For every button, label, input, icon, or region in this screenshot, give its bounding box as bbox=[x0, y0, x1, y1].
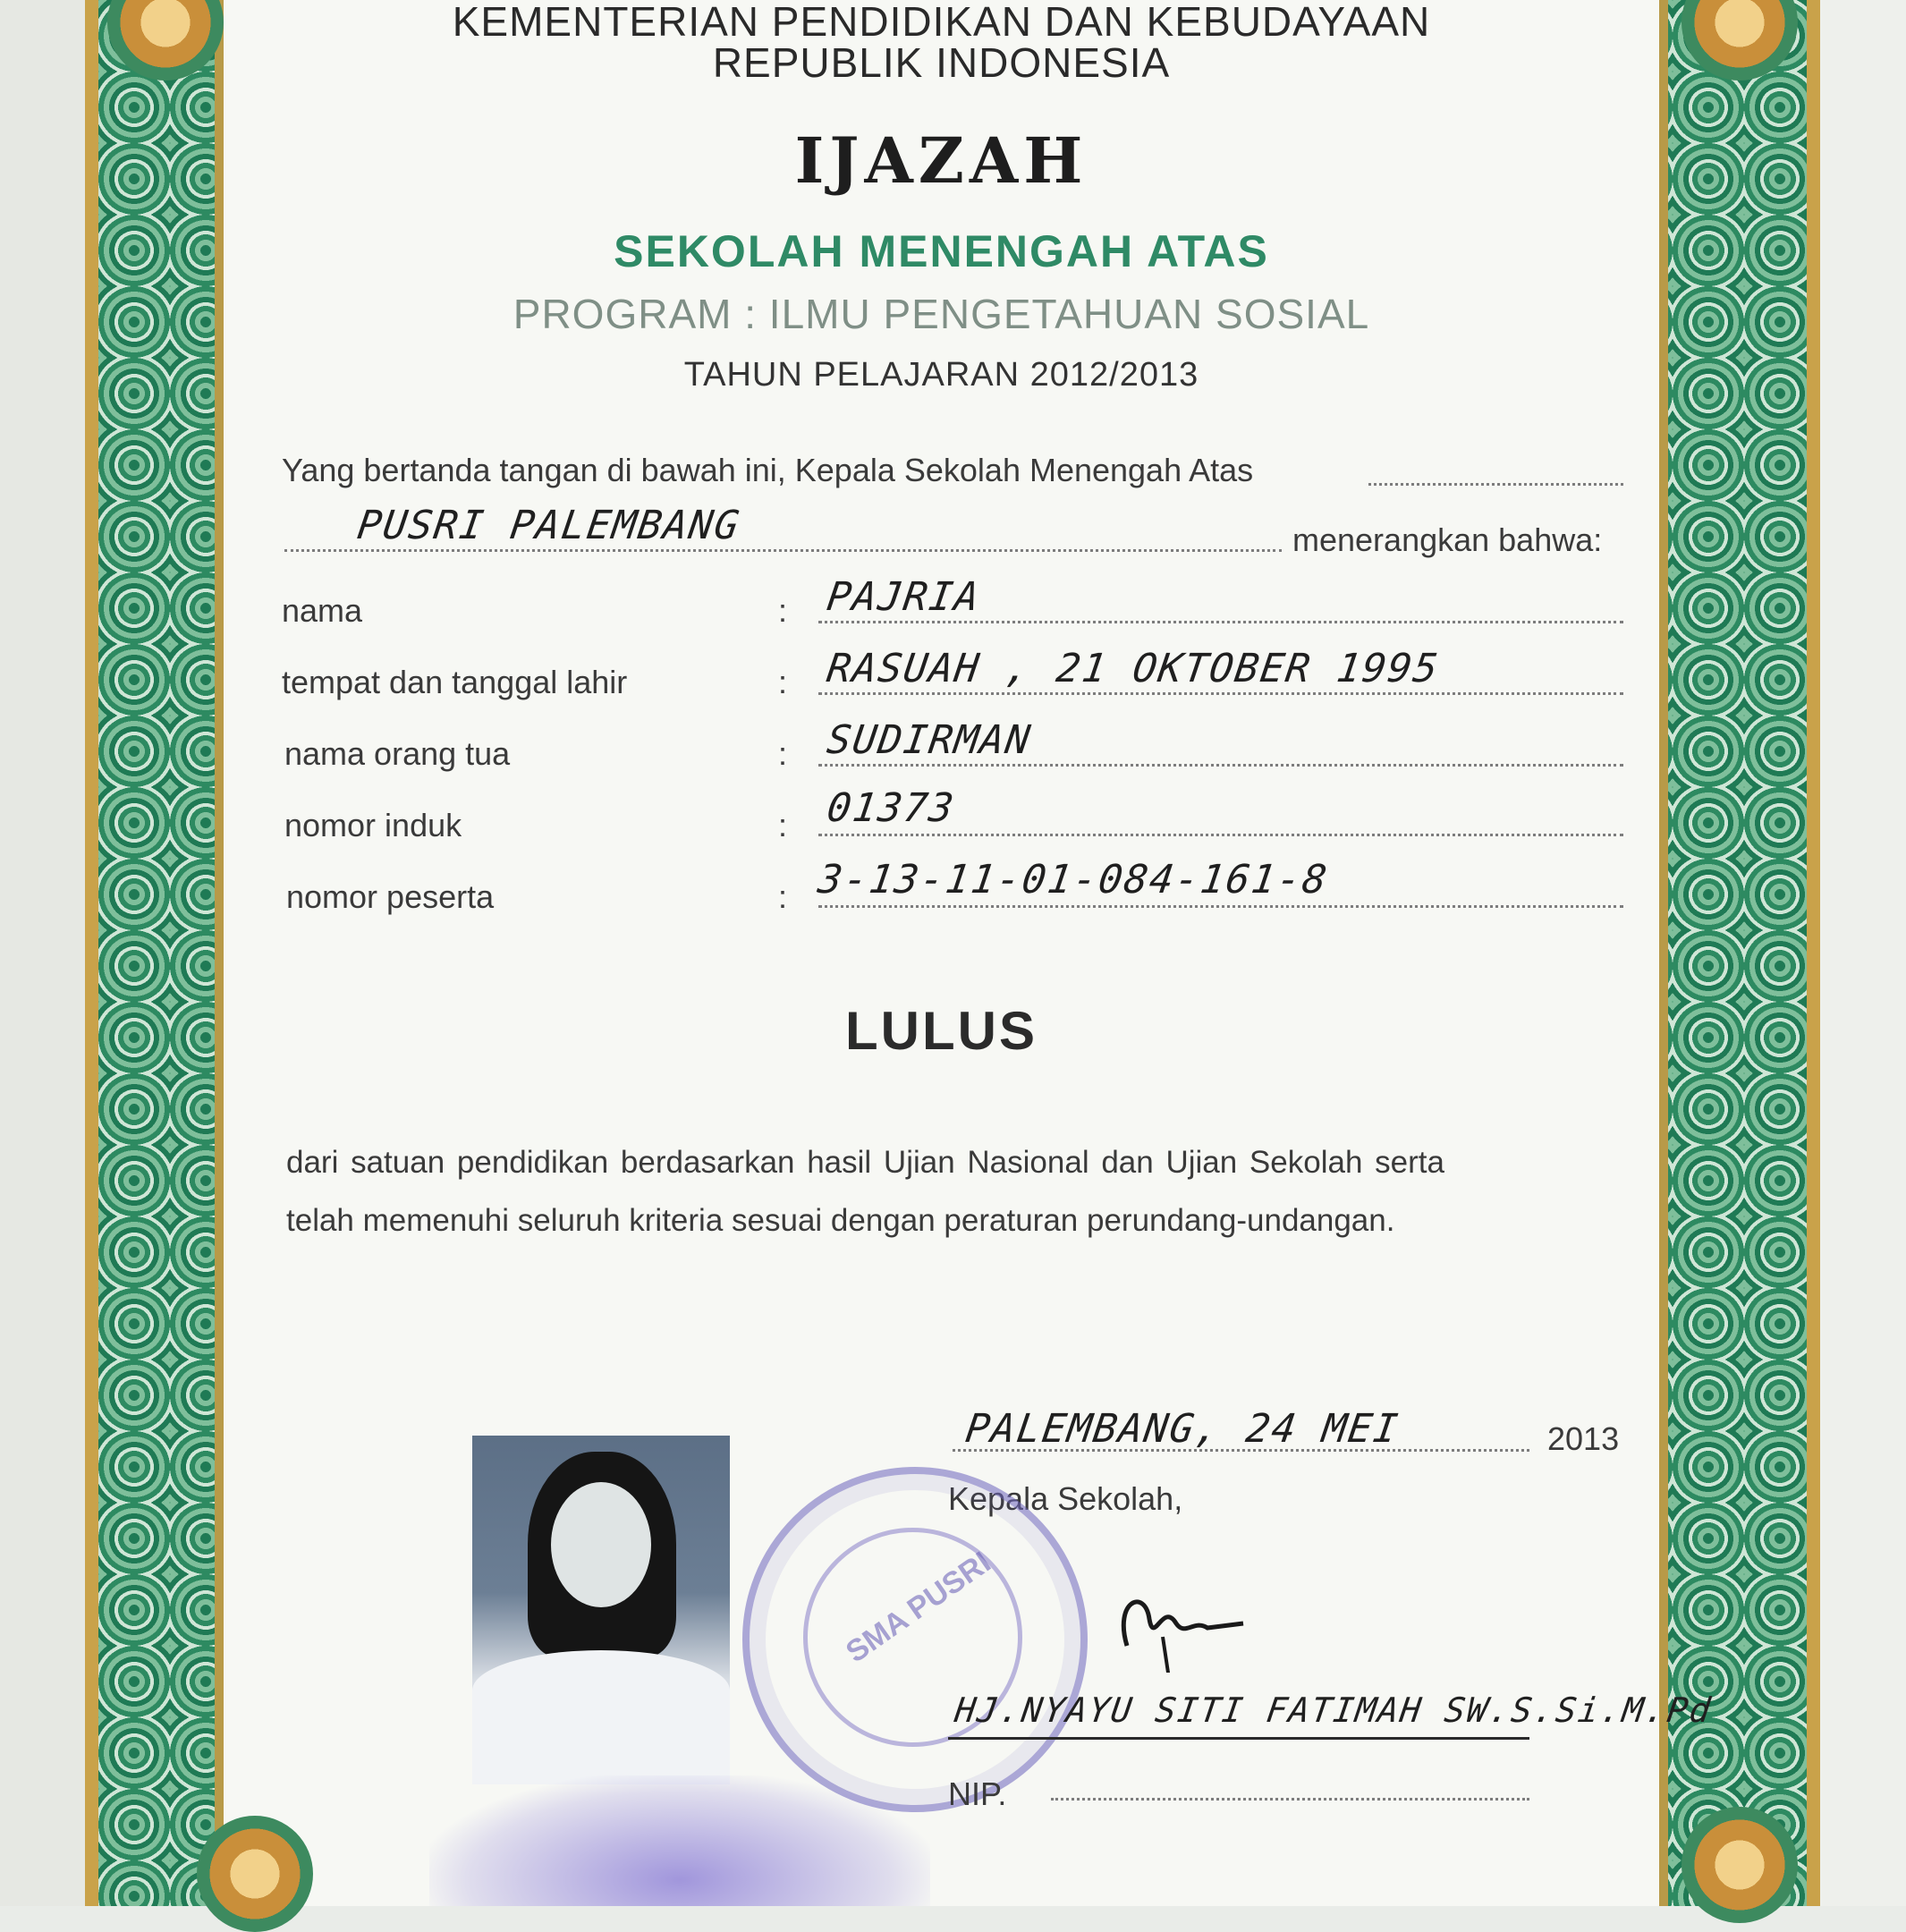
dotted-line bbox=[818, 692, 1623, 695]
result-status: LULUS bbox=[845, 1001, 1038, 1061]
nip-label: NIP. bbox=[948, 1775, 1007, 1812]
field-label-participant-no: nomor peserta bbox=[286, 878, 495, 915]
field-value-student-id: 01373 bbox=[824, 785, 959, 831]
dotted-line bbox=[818, 764, 1623, 767]
place-date-handwritten: PALEMBANG, 24 MEI bbox=[962, 1406, 1402, 1452]
dotted-line bbox=[818, 834, 1623, 836]
dotted-line bbox=[1368, 483, 1623, 486]
field-value-birth: RASUAH , 21 OKTOBER 1995 bbox=[824, 646, 1443, 691]
academic-year: TAHUN PELAJARAN 2012/2013 bbox=[683, 356, 1199, 394]
school-name-handwritten: PUSRI PALEMBANG bbox=[354, 503, 743, 548]
fingerprint-mark bbox=[429, 1775, 930, 1906]
field-label-birth: tempat dan tanggal lahir bbox=[282, 664, 628, 700]
stamp-text: SMA PUSRI bbox=[840, 1545, 997, 1670]
field-label-parent: nama orang tua bbox=[284, 735, 511, 772]
left-margin bbox=[0, 0, 85, 1906]
statement-intro: Yang bertanda tangan di bawah ini, Kepala Sekolah Menengah Atas bbox=[282, 452, 1254, 488]
student-photo bbox=[472, 1436, 730, 1784]
photo-body bbox=[472, 1650, 730, 1784]
principal-name-handwritten: HJ.NYAYU SITI FATIMAH SW.S.Si.M.Pd bbox=[952, 1690, 1715, 1730]
signature-mark bbox=[1109, 1583, 1270, 1673]
corner-ornament-bottom-left bbox=[197, 1816, 313, 1932]
field-value-participant-no: 3-13-11-01-084-161-8 bbox=[815, 857, 1332, 902]
field-value-parent: SUDIRMAN bbox=[824, 717, 1035, 763]
field-colon: : bbox=[778, 807, 788, 843]
photo-face bbox=[551, 1482, 651, 1607]
dotted-line bbox=[818, 621, 1623, 623]
dotted-line bbox=[818, 905, 1623, 908]
dotted-line bbox=[953, 1449, 1529, 1452]
document-title: IJAZAH bbox=[794, 123, 1089, 198]
ministry-line-2: REPUBLIK INDONESIA bbox=[712, 39, 1171, 86]
ministry-line-1: KEMENTERIAN PENDIDIKAN DAN KEBUDAYAAN bbox=[452, 0, 1431, 45]
school-stamp bbox=[742, 1467, 1088, 1812]
dotted-line bbox=[1051, 1798, 1529, 1801]
right-margin bbox=[1820, 0, 1906, 1906]
closing-line-2: telah memenuhi seluruh kriteria sesuai dengan peraturan perundang-undangan. bbox=[286, 1203, 1395, 1238]
signature-underline bbox=[948, 1737, 1529, 1740]
field-colon: : bbox=[778, 592, 788, 629]
school-type: SEKOLAH MENENGAH ATAS bbox=[614, 226, 1269, 276]
closing-line-1: dari satuan pendidikan berdasarkan hasil Ujian Nasional dan Ujian Sekolah serta bbox=[286, 1145, 1444, 1180]
signature-role: Kepala Sekolah, bbox=[948, 1480, 1183, 1517]
declares-text: menerangkan bahwa: bbox=[1292, 521, 1603, 558]
field-colon: : bbox=[778, 735, 788, 772]
field-colon: : bbox=[778, 878, 788, 915]
dotted-line bbox=[284, 549, 1282, 552]
program-name: PROGRAM : ILMU PENGETAHUAN SOSIAL bbox=[513, 291, 1370, 337]
signature-year: 2013 bbox=[1547, 1420, 1620, 1457]
field-colon: : bbox=[778, 664, 788, 700]
field-value-nama: PAJRIA bbox=[824, 574, 984, 620]
field-label-nama: nama bbox=[282, 592, 363, 629]
field-label-student-id: nomor induk bbox=[284, 807, 462, 843]
